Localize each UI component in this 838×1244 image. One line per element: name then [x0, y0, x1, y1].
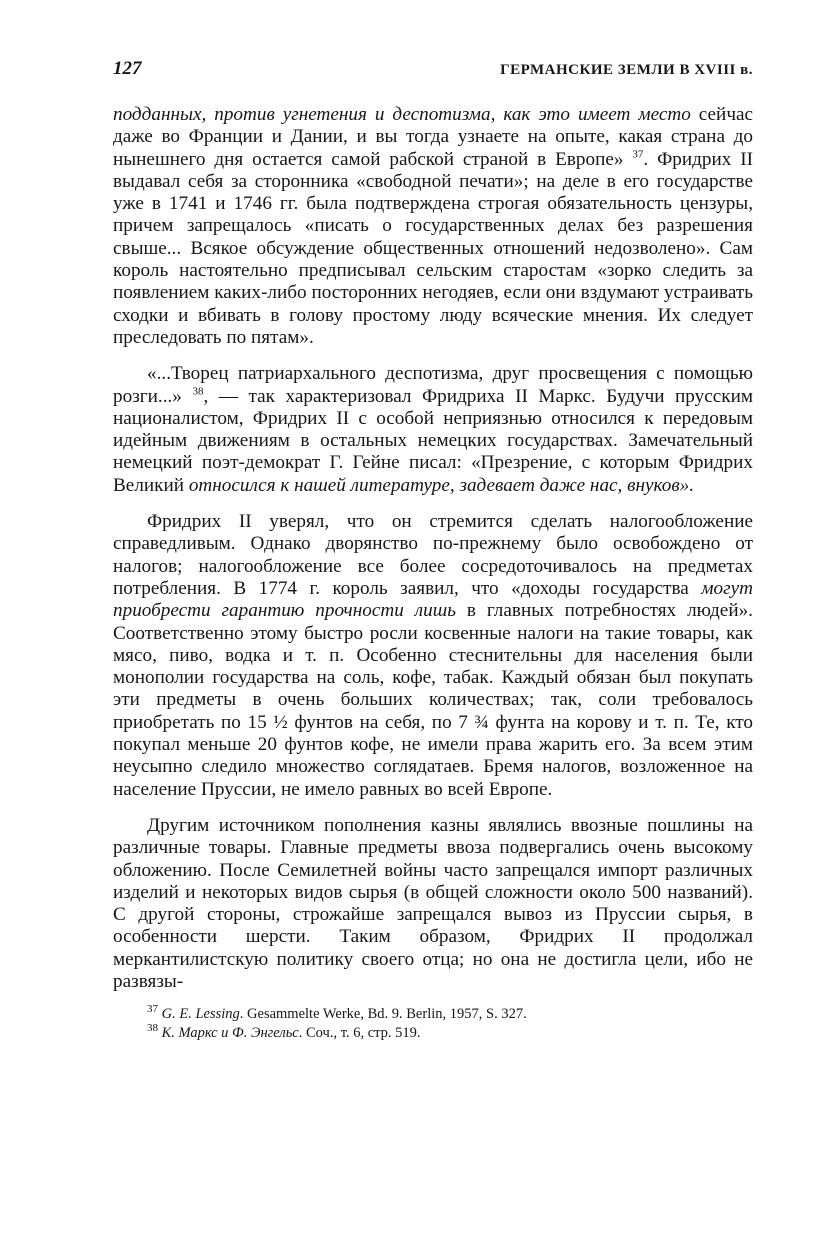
footnote-text: . Gesammelte Werke, Bd. 9. Berlin, 1957, S. 327. [239, 1006, 527, 1023]
footnote-38 [147, 1024, 753, 1043]
paragraph-3 [113, 511, 753, 801]
footnote-author: К. Маркс и Ф. Энгельс [161, 1025, 299, 1042]
footnote-ref-38: 38 [192, 385, 204, 398]
page-header [113, 58, 753, 94]
page-number: 127 [113, 58, 142, 79]
paragraph-2 [113, 363, 753, 497]
paragraph-text: Другим источником пополнения казны являлись ввозные пошлины на различные товары. Главные предметы ввоза подвергались очень высокому обложению. После Семилетней войны часто запрещался импорт различных изделий и некоторых видов сырья (в общей сложности около 500 названий). С другой стороны, строжайше запрещался вывоз из Пруссии сырья, в особенности шерсти. Таким образом, Фридрих II продолжал меркантилистскую политику своего отца; но она не достигла цели, ибо не развязы- [113, 814, 753, 992]
body-text [113, 104, 753, 993]
running-title: ГЕРМАНСКИЕ ЗЕМЛИ В XVIII в. [500, 62, 753, 78]
footnote-number: 37 [147, 1003, 158, 1016]
footnote-text: . Соч., т. 6, стр. 519. [298, 1025, 421, 1042]
footnote-37 [147, 1005, 753, 1024]
footnote-number: 38 [147, 1022, 158, 1035]
book-page [113, 58, 753, 1043]
paragraph-text-cont: в главных потребностях людей». Соответственно этому быстро росли косвенные налоги на такие товары, как мясо, пиво, водка и т. п. Особенно стеснительны для населения были монополии государства на соль, кофе, табак. Каждый обязан был покупать эти предметы в очень больших количествах; так, соли требовалось приобретать по 15 ½ фунтов на себя, по 7 ¾ фунта на корову и т. п. Те, кто покупал меньше 20 фунтов кофе, не имели права жарить его. За всем этим неусыпно следило множество соглядатаев. Бремя налогов, возложенное на население Пруссии, не имело равных во всей Европе. [113, 600, 753, 800]
paragraph-text-cont: , — так характеризовал Фридриха II Маркс. Будучи прусским националистом, Фридрих II с особой неприязнью относился к передовым идейным движениям в остальных немецких государствах. Замечательный немецкий поэт-демократ Г. Гейне писал: «Презрение, с которым Фридрих Великий [113, 385, 754, 496]
italic-tail: относился к нашей литературе, задевает даже нас, внуков». [188, 474, 695, 496]
paragraph-text: сейчас даже во Франции и Дании, и вы тогда узнаете на опыте, какая страна до нынешнего дня остается самой рабской страной в Европе» [113, 104, 754, 170]
italic-mid: могут приобрести гарантию прочности лишь [113, 577, 753, 622]
footnote-author: G. E. Lessing [161, 1006, 240, 1023]
paragraph-4 [113, 815, 753, 993]
italic-lead: подданных, против угнетения и деспотизма, как это имеет место [113, 104, 691, 125]
paragraph-text-cont: . Фридрих II выдавал себя за сторонника «свободной печати»; на деле в его государстве уже в 1741 и 1746 гг. была подтверждена строгая обязательность цензуры, причем запрещалось «писать о государственных делах без разрешения свыше... Всякое обсуждение общественных отношений недозволено». Сам король настоятельно предписывал сельским старостам «зорко следить за появлением каких-либо посторонних негодяев, если они вздумают устраивать сходки и вбивать в голову простому люду всяческие мнения. Их следует преследовать по пятам». [113, 148, 753, 348]
footnote-ref-37: 37 [632, 148, 644, 161]
paragraph-1 [113, 104, 753, 349]
paragraph-text: Фридрих II уверял, что он стремится сделать налогообложение справедливым. Однако дворянство по-прежнему было освобождено от налогов; налогообложение все более сосредоточивалось на предметах потребления. В 1774 г. король заявил, что «доходы государства [113, 511, 753, 599]
footnotes [113, 1005, 753, 1043]
paragraph-text: «...Творец патриархального деспотизма, друг просвещения с помощью розги...» [113, 363, 753, 407]
